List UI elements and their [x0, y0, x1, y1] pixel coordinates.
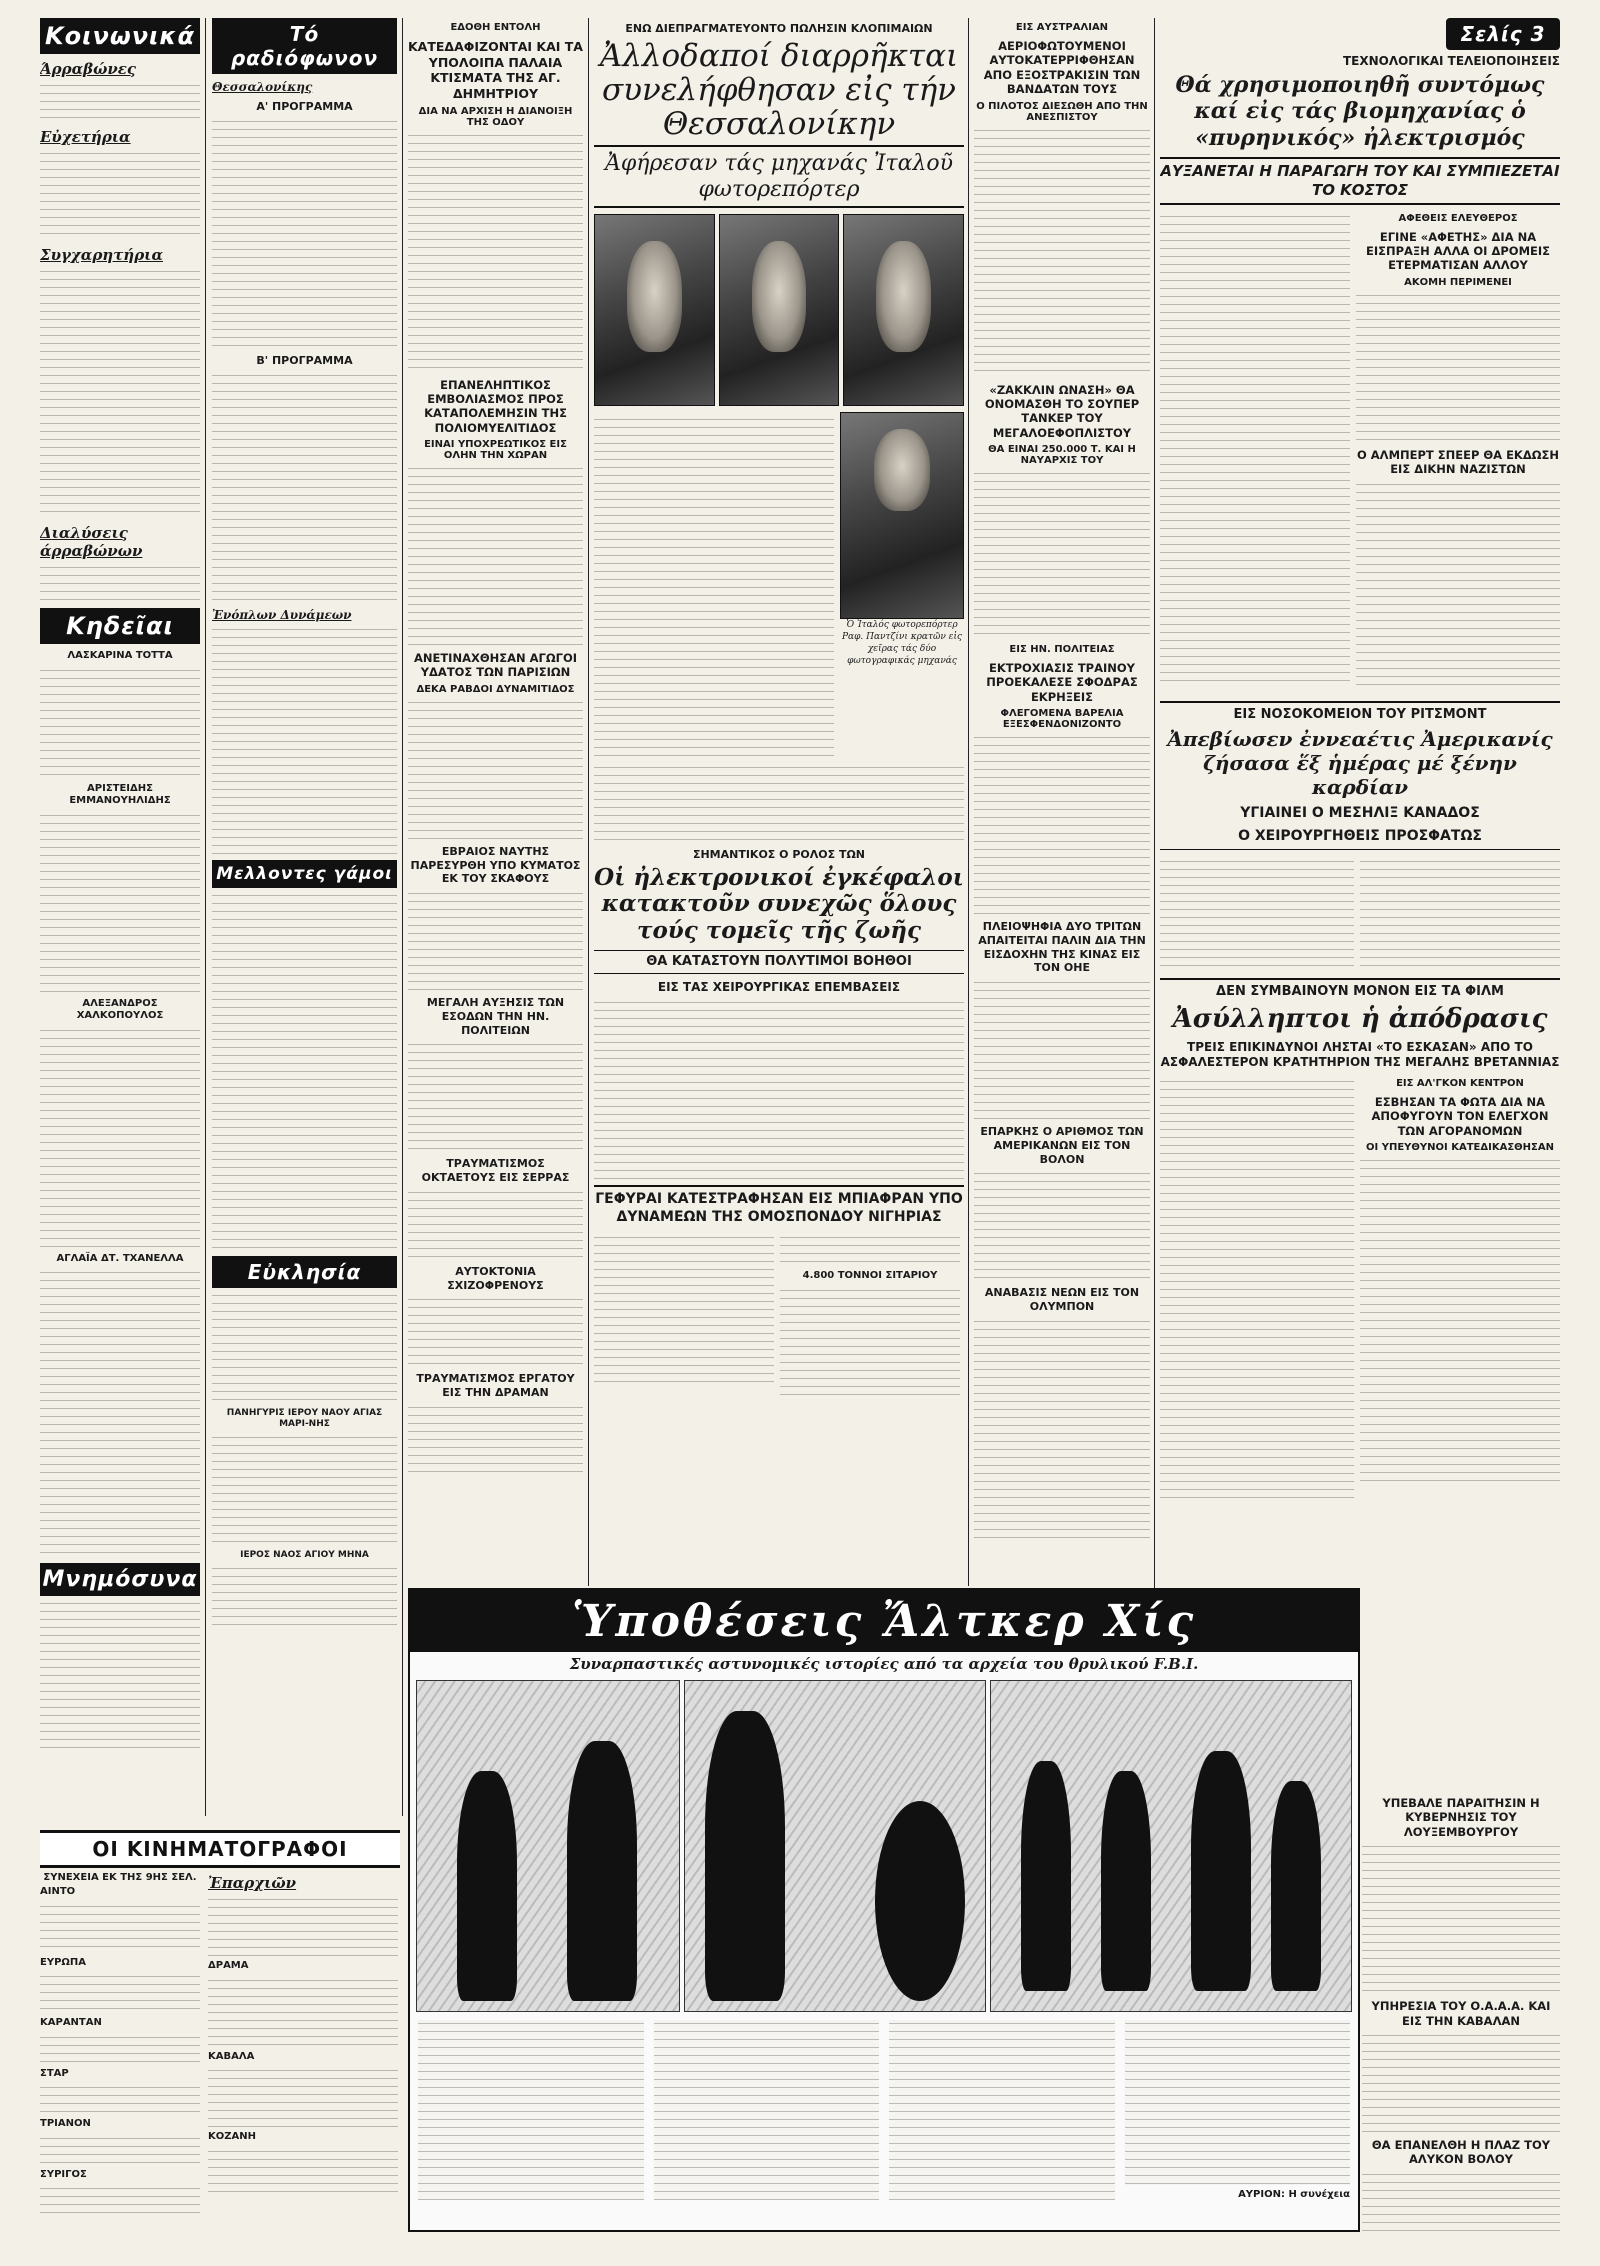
- headline-demolition: ΚΑΤΕΔΑΦΙΖΟΝΤΑΙ ΚΑΙ ΤΑ ΥΠΟΛΟΙΠΑ ΠΑΛΑΙΑ ΚΤΙΣΜΑΤΑ ΤΗΣ ΑΓ. ΔΗΜΗΤΡΙΟΥ: [408, 39, 583, 101]
- cinema-name: ΣΥΡΙΓΟΣ: [40, 2168, 87, 2180]
- program-a: Α' ΠΡΟΓΡΑΜΜΑ: [256, 100, 353, 113]
- city-name: ΚΟΖΑΝΗ: [208, 2131, 256, 2142]
- escape-subhead: ΤΡΕΙΣ ΕΠΙΚΙΝΔΥΝΟΙ ΛΗΣΤΑΙ «ΤΟ ΕΣΚΑΣΑΝ» ΑΠΟ ΤΟ ΑΣΦΑΛΕΣΤΕΡΟΝ ΚΡΑΤΗΤΗΡΙΟΝ ΤΗΣ ΜΕΓΑΛΗΣ ΒΡΕΤΑΝΝΙΑΣ: [1160, 1040, 1560, 1070]
- cinema-name: ΚΑΡΑΝΤΑΝ: [40, 2017, 102, 2028]
- suspect-photo: [719, 214, 840, 406]
- subheadline: Ο ΠΙΛΟΤΟΣ ΔΙΕΣΩΘΗ ΑΠΟ ΤΗΝ ΑΝΕΣΠΙΣΤΟΥ: [976, 100, 1148, 123]
- headline-olympus: ΑΝΑΒΑΣΙΣ ΝΕΩΝ ΕΙΣ ΤΟΝ ΟΛΥΜΠΟΝ: [984, 1286, 1140, 1314]
- heart-subhead: ΥΓΙΑΙΝΕΙ Ο ΜΕΣΗΛΙΞ ΚΑΝΑΔΟΣ: [1240, 804, 1480, 821]
- cinema-name: ΤΡΙΑΝΟΝ: [40, 2118, 91, 2129]
- illustration: [990, 1680, 1352, 2012]
- headline-volos: ΕΠΑΡΚΗΣ Ο ΑΡΙΘΜΟΣ ΤΩΝ ΑΜΕΡΙΚΑΝΩΝ ΕΙΣ ΤΟΝ ΒΟΛΟΝ: [980, 1125, 1144, 1166]
- eparxion-heading: Ἐπαρχιῶν: [208, 1874, 297, 1892]
- photo-caption: Ὁ Ἰταλός φωτορεπόρτερ Ραφ. Παντζίνι κρατῶν εἰς χεῖρας τάς δύο φωτογραφικάς μηχανάς: [841, 619, 963, 667]
- center-column: [594, 18, 964, 1578]
- headline-oaaa: ΥΠΗΡΕΣΙΑ ΤΟΥ Ο.Α.Α.Α. ΚΑΙ ΕΙΣ ΤΗΝ ΚΑΒΑΛΑΝ: [1371, 1999, 1551, 2028]
- electronic-brains-title: Οἱ ἠλεκτρονικοί ἐγκέφαλοι κατακτοῦν συνεχῶς ὅλους τούς τομεῖς τῆς ζωῆς: [594, 863, 964, 944]
- kicker: ΑΦΕΘΕΙΣ ΕΛΕΥΘΕΡΟΣ: [1398, 212, 1518, 224]
- headline-drama: ΤΡΑΥΜΑΤΙΣΜΟΣ ΕΡΓΑΤΟΥ ΕΙΣ ΤΗΝ ΔΡΑΜΑΝ: [416, 1372, 575, 1399]
- subhead: ΘΑ ΚΑΤΑΣΤΟΥΝ ΠΟΛΥΤΙΜΟΙ ΒΟΗΘΟΙ: [594, 950, 964, 974]
- ieros-naos: ΙΕΡΟΣ ΝΑΟΣ ΑΓΙΟΥ ΜΗΝΑ: [240, 1550, 369, 1560]
- headline-luxembourg: ΥΠΕΒΑΛΕ ΠΑΡΑΙΤΗΣΙΝ Η ΚΥΒΕΡΝΗΣΙΣ ΤΟΥ ΛΟΥΞΕΜΒΟΥΡΓΟΥ: [1382, 1796, 1540, 1839]
- continued-tomorrow: ΑΥΡΙΟΝ: Η συνέχεια: [1238, 2189, 1350, 2200]
- headline-train: ΕΚΤΡΟΧΙΑΣΙΣ ΤΡΑΙΝΟΥ ΠΡΟΕΚΑΛΕΣΕ ΣΦΟΔΡΑΣ ΕΚΡΗΞΕΙΣ: [986, 661, 1138, 704]
- panigyris: ΠΑΝΗΓΥΡΙΣ ΙΕΡΟΥ ΝΑΟΥ ΑΓΙΑΣ ΜΑΡΙ-ΝΗΣ: [226, 1407, 383, 1429]
- suspect-photo: [843, 214, 964, 406]
- news-column-5: [974, 18, 1150, 1578]
- subheadline: ΘΑ ΕΙΝΑΙ 250.000 Τ. ΚΑΙ Η ΝΑΥΑΡΧΙΣ ΤΟΥ: [988, 444, 1136, 466]
- headline-speer: Ο ΑΛΜΠΕΡΤ ΣΠΕΕΡ ΘΑ ΕΚΔΩΣΗ ΕΙΣ ΔΙΚΗΝ ΝΑΖΙΣΤΩΝ: [1356, 447, 1559, 477]
- hospital-kicker: ΕΙΣ ΝΟΣΟΚΟΜΕΙΟΝ ΤΟΥ ΡΙΤΣΜΟΝΤ: [1160, 701, 1560, 723]
- kicker: ΕΔΟΘΗ ΕΝΤΟΛΗ: [450, 22, 541, 33]
- weddings-heading: Μελλοντες γάμοι: [212, 860, 397, 888]
- subheadline: ΑΚΟΜΗ ΠΕΡΙΜΕΝΕΙ: [1404, 276, 1512, 288]
- dialysis-heading: Διαλύσεις άρραβώνων: [40, 524, 143, 560]
- center-subtitle: Ἀφήρεσαν τάς μηχανάς Ἰταλοῦ φωτορεπόρτερ: [594, 151, 964, 208]
- radio-subheading: Θεσσαλονίκης: [212, 80, 313, 94]
- headline-suicide: ΑΥΤΟΚΤΟΝΙΑ ΣΧΙΖΟΦΡΕΝΟΥΣ: [447, 1264, 544, 1292]
- headline-race: ΕΓΙΝΕ «ΑΦΕΤΗΣ» ΔΙΑ ΝΑ ΕΙΣΠΡΑΞΗ ΑΛΛΑ ΟΙ ΔΡΟΜΕΙΣ ΕΤΕΡΜΑΤΙΣΑΝ ΑΛΛΟΥ: [1365, 229, 1551, 273]
- syxaritiria-heading: Συγχαρητήρια: [40, 246, 163, 264]
- feature-illustrations: [410, 1676, 1358, 2016]
- film-kicker: ΔΕΝ ΣΥΜΒΑΙΝΟΥΝ ΜΟΝΟΝ ΕΙΣ ΤΑ ΦΙΛΜ: [1160, 978, 1560, 1000]
- forces-program: Ἐνόπλων Δυνάμεων: [212, 607, 352, 622]
- heart-subhead: Ο ΧΕΙΡΟΥΡΓΗΘΕΙΣ ΠΡΟΣΦΑΤΩΣ: [1160, 828, 1560, 850]
- photographer-photo: [840, 412, 964, 619]
- nuclear-subtitle: ΑΥΞΑΝΕΤΑΙ Η ΠΑΡΑΓΩΓΗ ΤΟΥ ΚΑΙ ΣΥΜΠΙΕΖΕΤΑΙ ΤΟ ΚΟΣΤΟΣ: [1160, 157, 1560, 205]
- kideia-name: ΑΓΛΑΪΑ ΔΤ. ΤΧΑΝΕΛΛΑ: [56, 1252, 184, 1264]
- nuclear-title: Θά χρησιμοποιηθῆ συντόμως καί εἰς τάς βιομηχανίας ὁ «πυρηνικός» ἠλεκτρισμός: [1175, 72, 1545, 151]
- news-column-3: [408, 18, 583, 1568]
- headline-revenue: ΜΕΓΑΛΗ ΑΥΞΗΣΙΣ ΤΩΝ ΕΣΟΔΩΝ ΤΗΝ ΗΝ. ΠΟΛΙΤΕΙΩΝ: [426, 996, 565, 1037]
- kicker: ΕΙΣ ΑΛ'ΓΚΟΝ ΚΕΝΤΡΟΝ: [1396, 1078, 1524, 1090]
- cinema-name: ΣΤΑΡ: [40, 2067, 69, 2079]
- tons-wheat: 4.800 ΤΟΝΝΟΙ ΣΙΤΑΡΙΟΥ: [802, 1270, 938, 1282]
- center-title: Ἀλλοδαποί διαρρῆκται συνελήφθησαν εἰς τήν Θεσσαλονίκην: [594, 39, 964, 147]
- radio-column: [212, 18, 397, 1818]
- escape-headline: Ἀσύλληπτοι ἡ ἀπόδρασις: [1172, 1004, 1548, 1035]
- subheadline: ΔΕΚΑ ΡΑΒΔΟΙ ΔΥΝΑΜΙΤΙΔΟΣ: [416, 683, 575, 695]
- kideies-heading: Κηδεῖαι: [40, 608, 200, 644]
- city-name: ΔΡΑΜΑ: [208, 1960, 249, 1971]
- headline-sailor: ΕΒΡΑΙΟΣ ΝΑΥΤΗΣ ΠΑΡΕΣΥΡΘΗ ΥΠΟ ΚΥΜΑΤΟΣ ΕΚ ΤΟΥ ΣΚΑΦΟΥΣ: [410, 844, 581, 886]
- subheadline: ΕΙΝΑΙ ΥΠΟΧΡΕΩΤΙΚΟΣ ΕΙΣ ΟΛΗΝ ΤΗΝ ΧΩΡΑΝ: [424, 439, 567, 461]
- kideia-name: ΛΑΣΚΑΡΙΝΑ ΤΟΤΤΑ: [67, 650, 173, 661]
- arravones-heading: Άρραβώνες: [40, 60, 137, 78]
- headline-serres: ΤΡΑΥΜΑΤΙΣΜΟΣ ΟΚΤΑΕΤΟΥΣ ΕΙΣ ΣΕΡΡΑΣ: [421, 1157, 570, 1184]
- headline-hongkong: ΕΣΒΗΣΑΝ ΤΑ ΦΩΤΑ ΔΙΑ ΝΑ ΑΠΟΦΥΓΟΥΝ ΤΟΝ ΕΛΕΓΧΟΝ ΤΩΝ ΑΓΟΡΑΝΟΜΩΝ: [1371, 1095, 1549, 1138]
- right-lower-column: [1362, 1790, 1560, 2240]
- koinonika-heading: Κοινωνικά: [40, 18, 200, 54]
- biafra-headline: ΓΕΦΥΡΑΙ ΚΑΤΕΣΤΡΑΦΗΣΑΝ ΕΙΣ ΜΠΙΑΦΡΑΝ ΥΠΟ ΔΥΝΑΜΕΩΝ ΤΗΣ ΟΜΟΣΠΟΝΔΟΥ ΝΙΓΗΡΙΑΣ: [594, 1185, 964, 1226]
- headline-beach: ΘΑ ΕΠΑΝΕΛΘΗ Η ΠΛΑΖ ΤΟΥ ΑΛΥΚΟΝ ΒΟΛΟΥ: [1371, 2137, 1551, 2167]
- kideia-name: ΑΛΕΞΑΝΔΡΟΣ ΧΑΛΚΟΠΟΥΛΟΣ: [76, 997, 164, 1021]
- subhead: ΕΙΣ ΤΑΣ ΧΕΙΡΟΥΡΓΙΚΑΣ ΕΠΕΜΒΑΣΕΙΣ: [657, 980, 901, 995]
- church-heading: Εὐκλησία: [212, 1256, 397, 1288]
- kicker: ΕΙΣ ΗΝ. ΠΟΛΙΤΕΙΑΣ: [1009, 644, 1115, 655]
- program-b: Β' ΠΡΟΓΡΑΜΜΑ: [256, 353, 353, 367]
- subheadline: ΦΛΕΓΟΜΕΝΑ ΒΑΡΕΛΙΑ ΕΞΕΣΦΕΝΔΟΝΙΖΟΝΤΟ: [1000, 708, 1124, 731]
- feature-title: Ὑποθέσεις Ἄλτκερ Χίς: [571, 1595, 1197, 1647]
- headline-australia: ΑΕΡΙΟΦΩΤΟΥΜΕΝΟΙ ΑΥΤΟΚΑΤΕΡΡΙΦΘΗΣΑΝ ΑΠΟ ΕΞΟΣΤΡΑΚΙΣΙΝ ΤΩΝ ΒΑΝΔΑΤΩΝ ΤΟΥΣ: [983, 39, 1141, 97]
- illustration: [684, 1680, 986, 2012]
- kideia-name: ΑΡΙΣΤΕΙΔΗΣ ΕΜΜΑΝΟΥΗΛΙΔΗΣ: [69, 782, 171, 806]
- cinema-name: ΑΙΝΤΟ: [40, 1886, 76, 1897]
- page-number-logo: Σελίς 3: [1446, 18, 1560, 50]
- illustration: [416, 1680, 680, 2012]
- role-kicker: ΣΗΜΑΝΤΙΚΟΣ Ο ΡΟΛΟΣ ΤΩΝ: [692, 847, 866, 861]
- suspects-photos: [594, 214, 964, 406]
- headline-china: ΠΛΕΙΟΨΗΦΙΑ ΔΥΟ ΤΡΙΤΩΝ ΑΠΑΙΤΕΙΤΑΙ ΠΑΛΙΝ ΔΙΑ ΤΗΝ ΕΙΣΔΟΧΗΝ ΤΗΣ ΚΙΝΑΣ ΕΙΣ ΤΟΝ ΟΗΕ: [978, 920, 1146, 975]
- subheadline: ΟΙ ΥΠΕΥΘΥΝΟΙ ΚΑΤΕΔΙΚΑΣΘΗΣΑΝ: [1366, 1142, 1554, 1154]
- radio-heading: Τό ραδιόφωνον: [212, 18, 397, 74]
- city-name: ΚΑΒΑΛΑ: [208, 2050, 255, 2062]
- kicker: ΕΙΣ ΑΥΣΤΡΑΛΙΑΝ: [1015, 22, 1109, 33]
- mnimosyna-heading: Μνημόσυνα: [40, 1563, 200, 1596]
- heart-headline: Ἀπεβίωσεν ἐννεαέτις Ἀμερικανίς ζήσασα ἕξ ἡμέρας μέ ξένην καρδίαν: [1167, 726, 1553, 799]
- eyxetiria-heading: Εὐχετήρια: [40, 128, 131, 146]
- feature-subtitle: Συναρπαστικές αστυνομικές ιστορίες από τα αρχεία του θρυλικού F.B.I.: [569, 1655, 1199, 1673]
- subheadline: ΔΙΑ ΝΑ ΑΡΧΙΣΗ Η ΔΙΑΝΟΙΞΗ ΤΗΣ ΟΔΟΥ: [418, 105, 573, 128]
- cinemas-section: [40, 1830, 400, 2230]
- headline-onassis: «ΖΑΚΚΛΙΝ ΩΝΑΣΗ» ΘΑ ΟΝΟΜΑΣΘΗ ΤΟ ΣΟΥΠΕΡ ΤΑΝΚΕΡ ΤΟΥ ΜΕΓΑΛΟΕΦΟΠΛΙΣΤΟΥ: [984, 382, 1140, 440]
- suspect-photo: [594, 214, 715, 406]
- cinema-name: ΕΥΡΩΠΑ: [40, 1956, 87, 1968]
- cinemas-continued: ΣΥΝΕΧΕΙΑ ΕΚ ΤΗΣ 9ΗΣ ΣΕΛ.: [43, 1872, 197, 1883]
- center-kicker: ΕΝΩ ΔΙΕΠΡΑΓΜΑΤΕΥΟΝΤΟ ΠΩΛΗΣΙΝ ΚΛΟΠΙΜΑΙΩΝ: [625, 22, 933, 35]
- headline-paris: ΑΝΕΤΙΝΑΧΘΗΣΑΝ ΑΓΩΓΟΙ ΥΔΑΤΟΣ ΤΩΝ ΠΑΡΙΣΙΩΝ: [413, 651, 578, 680]
- cinemas-heading: ΟΙ ΚΙΝΗΜΑΤΟΓΡΑΦΟΙ: [40, 1830, 400, 1868]
- headline-vaccination: ΕΠΑΝΕΛΗΠΤΙΚΟΣ ΕΜΒΟΛΙΑΣΜΟΣ ΠΡΟΣ ΚΑΤΑΠΟΛΕΜΗΣΙΝ ΤΗΣ ΠΟΛΙΟΜΥΕΛΙΤΙΔΟΣ: [424, 377, 567, 435]
- fbi-feature: [408, 1588, 1360, 2232]
- right-kicker: ΤΕΧΝΟΛΟΓΙΚΑΙ ΤΕΛΕΙΟΠΟΙΗΣΕΙΣ: [1342, 54, 1560, 68]
